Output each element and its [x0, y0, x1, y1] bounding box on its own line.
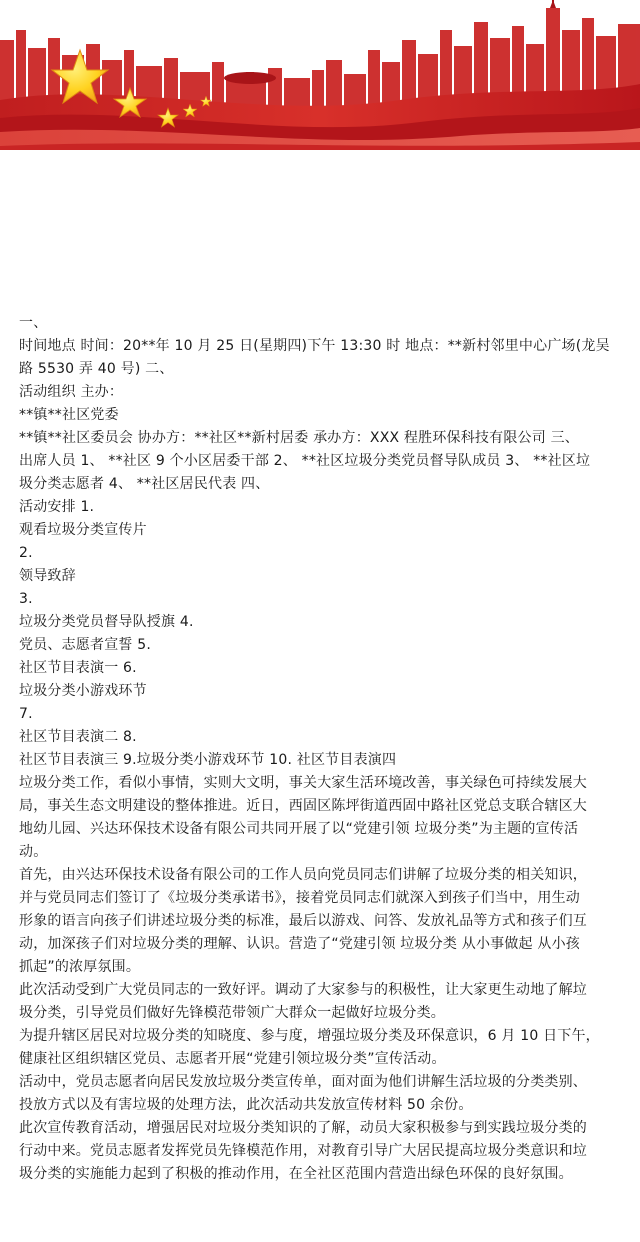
time-location-line: 路 5530 弄 40 号) 二、 [19, 361, 174, 377]
agenda-line: 党员、志愿者宣誓 5. [19, 637, 152, 653]
organizer-line: **镇**社区党委 [19, 407, 119, 423]
paragraph-line: 并与党员同志们签订了《垃圾分类承诺书》，接着党员同志们就深入到孩子们当中，用生动 [19, 890, 580, 906]
paragraph-line: 为提升辖区居民对垃圾分类的知晓度、参与度，增强垃圾分类及环保意识，6 月 10 日下午， [19, 1028, 600, 1044]
agenda-line: 社区节目表演二 8. [19, 729, 137, 745]
agenda-line: 社区节目表演一 6. [19, 660, 137, 676]
paragraph-line: 动，加深孩子们对垃圾分类的理解、认识。营造了“党建引领 垃圾分类 从小事做起 从小孩 [19, 936, 581, 952]
paragraph-line: 投放方式以及有害垃圾的处理方法，此次活动共发放宣传材料 50 余份。 [19, 1097, 473, 1113]
organizer-line: 活动组织 主办： [19, 384, 124, 400]
paragraph-line: 行动中来。党员志愿者发挥党员先锋模范作用，对教育引导广大居民提高垃圾分类意识和垃 [19, 1143, 587, 1159]
time-location-line: 时间地点 时间：20**年 10 月 25 日(星期四)下午 13:30 时 地点：**新村邻里中心广场(龙吴 [19, 338, 610, 354]
paragraph-line: 局，事关生态文明建设的整体推进。近日，西固区陈坪街道西固中路社区党总支联合辖区大 [19, 798, 587, 814]
attendees-line: 出席人员 1、 **社区 9 个小区居委干部 2、 **社区垃圾分类党员督导队成员 3、 **社区垃 [19, 453, 591, 469]
agenda-line: 社区节目表演三 9.垃圾分类小游戏环节 10. 社区节目表演四 [19, 752, 397, 768]
city-skyline-banner-icon [0, 0, 640, 150]
paragraph-line: 垃圾分类工作，看似小事情，实则大文明，事关大家生活环境改善，事关绿色可持续发展大 [19, 775, 587, 791]
agenda-line: 垃圾分类小游戏环节 [19, 683, 147, 699]
attendees-line: 圾分类志愿者 4、 **社区居民代表 四、 [19, 476, 270, 492]
paragraph-line: 健康社区组织辖区党员、志愿者开展“党建引领垃圾分类”宣传活动。 [19, 1051, 446, 1067]
paragraph-line: 抓起”的浓厚氛围。 [19, 959, 141, 975]
document-body [19, 312, 623, 1186]
agenda-line: 垃圾分类党员督导队授旗 4. [19, 614, 194, 630]
agenda-line: 活动安排 1. [19, 499, 95, 515]
agenda-line: 观看垃圾分类宣传片 [19, 522, 147, 538]
paragraph-line: 此次活动受到广大党员同志的一致好评。调动了大家参与的积极性，让大家更生动地了解垃 [19, 982, 587, 998]
paragraph-line: 地幼儿园、兴达环保技术设备有限公司共同开展了以“党建引领 垃圾分类”为主题的宣传活 [19, 821, 579, 837]
agenda-line: 3. [19, 591, 33, 607]
section-heading: 一、 [19, 315, 48, 331]
paragraph-line: 圾分类的实施能力起到了积极的推动作用，在全社区范围内营造出绿色环保的良好氛围。 [19, 1166, 573, 1182]
paragraph-line: 此次宣传教育活动，增强居民对垃圾分类知识的了解，动员大家积极参与到实践垃圾分类的 [19, 1120, 587, 1136]
header-banner [0, 0, 640, 150]
agenda-line: 7. [19, 706, 33, 722]
agenda-line: 2. [19, 545, 33, 561]
paragraph-line: 活动中，党员志愿者向居民发放垃圾分类宣传单，面对面为他们讲解生活垃圾的分类类别、 [19, 1074, 587, 1090]
paragraph-line: 形象的语言向孩子们讲述垃圾分类的标准，最后以游戏、问答、发放礼品等方式和孩子们互 [19, 913, 587, 929]
paragraph-line: 首先，由兴达环保技术设备有限公司的工作人员向党员同志们讲解了垃圾分类的相关知识， [19, 867, 587, 883]
agenda-line: 领导致辞 [19, 568, 76, 584]
paragraph-line: 动。 [19, 844, 48, 860]
organizer-line: **镇**社区委员会 协办方：**社区**新村居委 承办方：XXX 程胜环保科技有限公司 三、 [19, 430, 579, 446]
paragraph-line: 圾分类，引导党员们做好先锋模范带领广大群众一起做好垃圾分类。 [19, 1005, 445, 1021]
